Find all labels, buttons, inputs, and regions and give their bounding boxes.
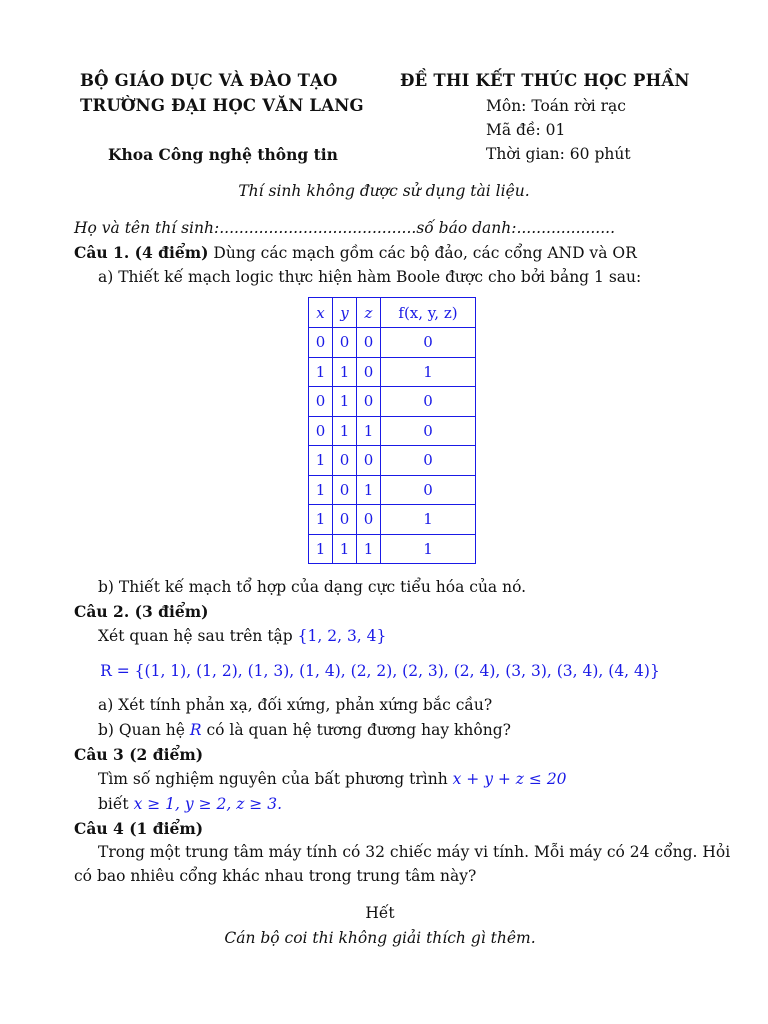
truth-table-cell: 1 [357, 475, 381, 505]
truth-table-header-cell: y [333, 298, 357, 328]
truth-table-cell: 1 [309, 357, 333, 387]
question-3-line-1-text: Tìm số nghiệm nguyên của bất phương trình [98, 770, 448, 788]
university-name: TRƯỜNG ĐẠI HỌC VĂN LANG [80, 96, 364, 115]
footer-note: Cán bộ coi thi không giải thích gì thêm. [224, 929, 536, 947]
question-3-line-2-text: biết [98, 795, 129, 813]
truth-table-cell: 1 [309, 505, 333, 535]
candidate-name-dots: ........................................ [219, 219, 417, 237]
truth-table-cell: 1 [309, 475, 333, 505]
truth-table-cell: 0 [357, 446, 381, 476]
truth-table-cell: 1 [357, 416, 381, 446]
truth-table-cell: 0 [381, 328, 476, 358]
truth-table [308, 297, 476, 564]
truth-table-cell: 0 [381, 446, 476, 476]
truth-table-cell: 0 [309, 387, 333, 417]
exam-title: ĐỀ THI KẾT THÚC HỌC PHẦN [400, 71, 690, 90]
faculty-name: Khoa Công nghệ thông tin [108, 145, 338, 164]
truth-table-cell: 0 [357, 505, 381, 535]
truth-table-row [309, 505, 476, 535]
truth-table-cell: 1 [381, 534, 476, 564]
truth-table-cell: 0 [309, 328, 333, 358]
truth-table-cell: 1 [309, 534, 333, 564]
truth-table-cell: 0 [357, 328, 381, 358]
question-1-title: Câu 1. (4 điểm) [74, 243, 209, 262]
exam-code: Mã đề: 01 [486, 121, 566, 139]
question-2-relation: R = {(1, 1), (1, 2), (1, 3), (1, 4), (2, 2), (2, 3), (2, 4), (3, 3), (3, 4), (4, 4)} [100, 662, 660, 680]
truth-table-cell: 0 [357, 387, 381, 417]
truth-table-cell: 0 [333, 328, 357, 358]
truth-table-row [309, 357, 476, 387]
truth-table-cell: 0 [309, 416, 333, 446]
question-2-part-a: a) Xét tính phản xạ, đối xứng, phản xứng bắc cầu? [98, 696, 493, 714]
question-2-part-b-suffix: có là quan hệ tương đương hay không? [206, 721, 511, 739]
question-1-part-a: a) Thiết kế mạch logic thực hiện hàm Boole được cho bởi bảng 1 sau: [98, 268, 642, 286]
truth-table-cell: 0 [333, 446, 357, 476]
truth-table-cell: 1 [333, 387, 357, 417]
question-4-title: Câu 4 (1 điểm) [74, 819, 204, 838]
truth-table-cell: 1 [333, 416, 357, 446]
truth-table-cell: 1 [333, 357, 357, 387]
truth-table-cell: 0 [381, 387, 476, 417]
question-2-part-b [98, 721, 511, 739]
truth-table-cell: 0 [333, 475, 357, 505]
question-3-line-1 [98, 770, 567, 788]
question-2-part-b-prefix: b) Quan hệ [98, 721, 185, 739]
candidate-line [74, 219, 615, 237]
candidate-name-label: Họ và tên thí sinh: [74, 219, 220, 237]
exam-duration: Thời gian: 60 phút [486, 145, 631, 163]
question-1-part-b: b) Thiết kế mạch tổ hợp của dạng cực tiểu hóa của nó. [98, 578, 527, 596]
truth-table-cell: 0 [381, 475, 476, 505]
question-1-heading [74, 243, 637, 262]
truth-table-cell: 1 [381, 357, 476, 387]
exam-subject: Môn: Toán rời rạc [486, 97, 626, 115]
truth-table-cell: 0 [381, 416, 476, 446]
truth-table-cell: 1 [309, 446, 333, 476]
truth-table-cell: 0 [357, 357, 381, 387]
truth-table-row [309, 416, 476, 446]
end-marker: Hết [365, 904, 395, 922]
question-4-line-2: có bao nhiêu cổng khác nhau trong trung tâm này? [74, 867, 477, 885]
truth-table-row [309, 387, 476, 417]
question-4-line-1: Trong một trung tâm máy tính có 32 chiếc máy vi tính. Mỗi máy có 24 cổng. Hỏi [98, 843, 731, 861]
truth-table-row [309, 328, 476, 358]
truth-table-header-cell: x [309, 298, 333, 328]
question-3-line-2 [98, 795, 282, 813]
candidate-id-dots: .................... [516, 219, 615, 237]
truth-table-row [309, 475, 476, 505]
candidate-id-label: số báo danh: [416, 219, 517, 237]
question-2-intro-line [98, 627, 386, 645]
question-3-conditions: x ≥ 1, y ≥ 2, z ≥ 3. [133, 795, 283, 813]
truth-table-cell: 0 [333, 505, 357, 535]
question-3-title: Câu 3 (2 điểm) [74, 745, 204, 764]
truth-table-row [309, 446, 476, 476]
truth-table-cell: 1 [333, 534, 357, 564]
truth-table-row [309, 534, 476, 564]
question-3-inequality: x + y + z ≤ 20 [452, 770, 567, 788]
truth-table-header-row [309, 298, 476, 328]
truth-table-cell: 1 [381, 505, 476, 535]
question-2-relation-var: R [189, 721, 202, 739]
question-2-set: {1, 2, 3, 4} [297, 627, 387, 645]
truth-table-header-cell: z [357, 298, 381, 328]
question-1-intro: Dùng các mạch gồm các bộ đảo, các cổng AND và OR [213, 244, 637, 262]
question-2-title: Câu 2. (3 điểm) [74, 602, 209, 621]
question-2-intro: Xét quan hệ sau trên tập [98, 627, 293, 645]
truth-table-cell: 1 [357, 534, 381, 564]
ministry-name: BỘ GIÁO DỤC VÀ ĐÀO TẠO [80, 71, 338, 90]
truth-table-header-cell: f(x, y, z) [381, 298, 476, 328]
exam-notice: Thí sinh không được sử dụng tài liệu. [238, 182, 530, 200]
